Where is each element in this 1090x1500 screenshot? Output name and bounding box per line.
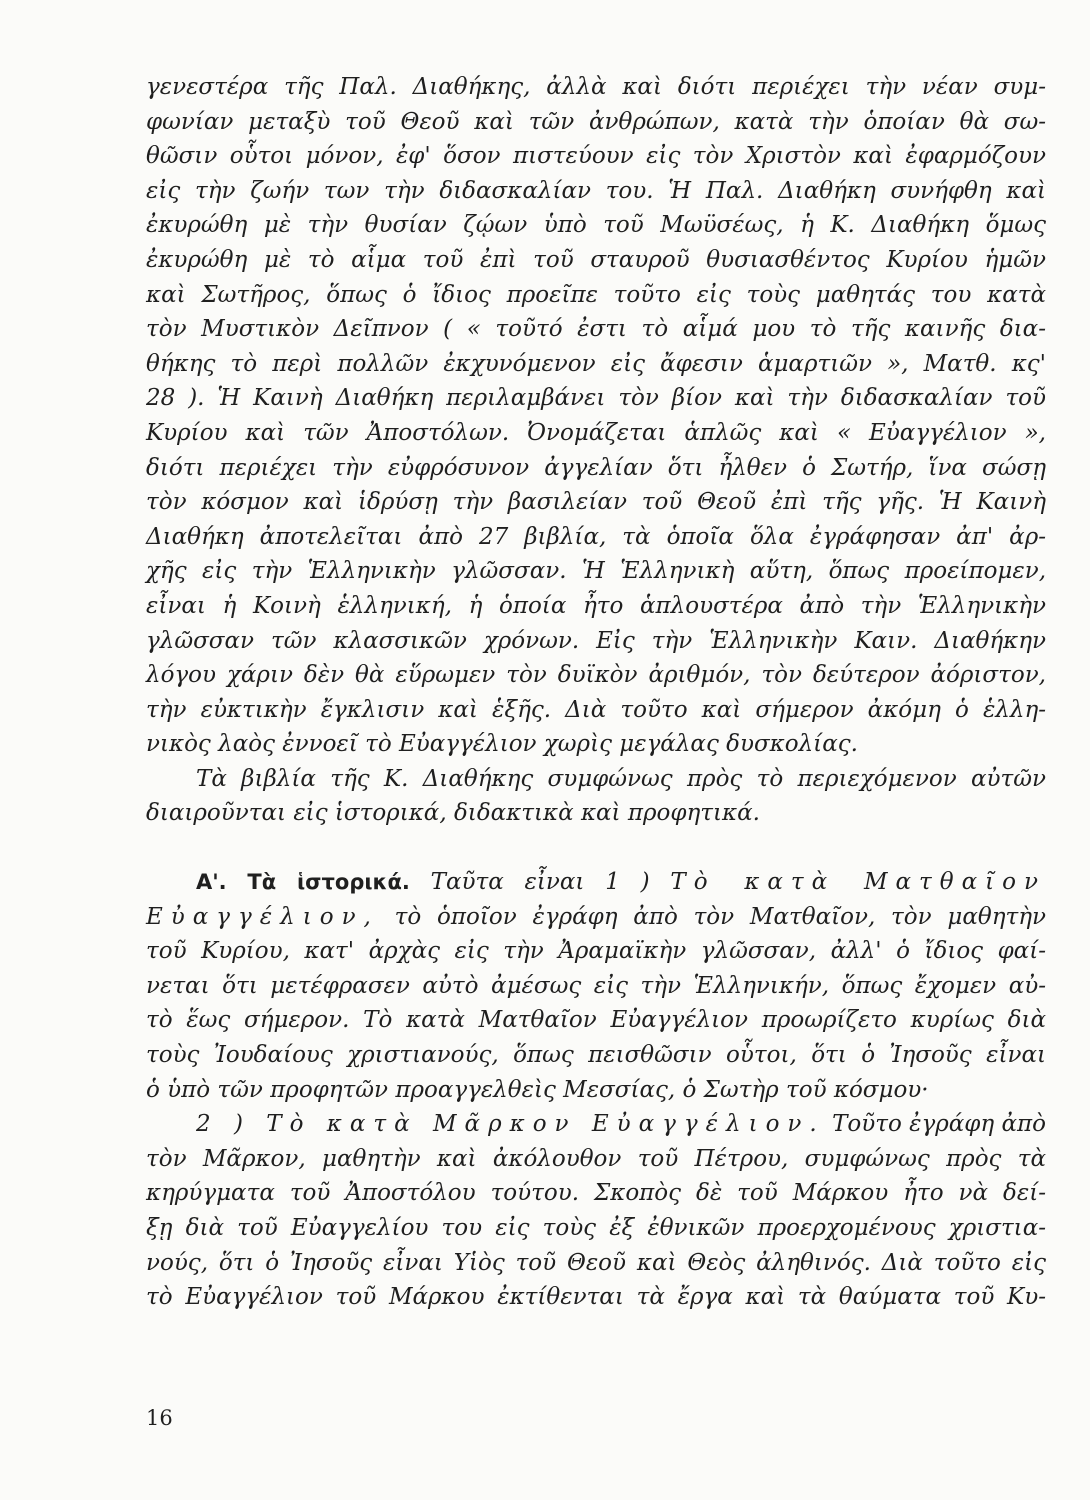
text-line: γενεστέρα τῆς Παλ. Διαθήκης, ἀλλὰ καὶ διότι περιέχει τὴν νέαν συμ- (146, 74, 1046, 100)
text-line: κηρύγματα τοῦ Ἀποστόλου τούτου. Σκοπὸς δὲ τοῦ Μάρκου ἦτο νὰ δεί- (146, 1180, 1046, 1207)
text-line: φωνίαν μεταξὺ τοῦ Θεοῦ καὶ τῶν ἀνθρώπων, κατὰ τὴν ὁποίαν θὰ σω- (146, 108, 1046, 135)
text-run: Τοῦτο ἐγράφη ἀπὸ (824, 1111, 1046, 1138)
spaced-title: Τὸ κατὰ Ματθαῖον (670, 869, 1046, 896)
text-line: Τὰ βιβλία τῆς Κ. Διαθήκης συμφώνως πρὸς τὸ περιεχόμενον αὐτῶν (196, 765, 1046, 792)
text-line: χῆς εἰς τὴν Ἑλληνικὴν γλῶσσαν. Ἡ Ἑλληνικὴ αὕτη, ὅπως προείπομεν, (146, 558, 1046, 585)
text-line: γλῶσσαν τῶν κλασσικῶν χρόνων. Εἰς τὴν Ἑλληνικὴν Καιν. Διαθήκην (146, 627, 1046, 654)
spaced-title: Εὐαγγέλιον, (146, 903, 379, 930)
text-line: τὸ Εὐαγγέλιον τοῦ Μάρκου ἐκτίθενται τὰ ἔργα καὶ τὰ θαύματα τοῦ Κυ- (146, 1284, 1046, 1311)
spaced-title: 2 ) Τὸ κατὰ Μᾶρκον Εὐαγγέλιον. (196, 1111, 825, 1138)
text-line: καὶ Σωτῆρος, ὅπως ὁ ἴδιος προεῖπε τοῦτο εἰς τοὺς μαθητάς του κατὰ (146, 281, 1046, 308)
text-line: τὸν Μᾶρκον, μαθητὴν καὶ ἀκόλουθον τοῦ Πέτρου, συμφώνως πρὸς τὰ (146, 1145, 1046, 1172)
text-line: τοῦ Κυρίου, κατ' ἀρχὰς εἰς τὴν Ἀραμαϊκὴν γλῶσσαν, ἀλλ' ὁ ἴδιος φαί- (146, 938, 1046, 965)
text-line: τὸν Μυστικὸν Δεῖπνον ( « τοῦτό ἐστι τὸ αἷμά μου τὸ τῆς καινῆς δια- (146, 316, 1046, 343)
text-run: τὸ ὁποῖον ἐγράφη ἀπὸ τὸν Ματθαῖον, τὸν μαθητὴν (378, 903, 1046, 930)
text-line: τὸ ἕως σήμερον. Τὸ κατὰ Ματθαῖον Εὐαγγέλιον προωρίζετο κυρίως διὰ (146, 1007, 1046, 1034)
text-line: τὸν κόσμον καὶ ἱδρύσῃ τὴν βασιλείαν τοῦ Θεοῦ ἐπὶ τῆς γῆς. Ἡ Καινὴ (146, 489, 1046, 516)
text-line (146, 900, 1046, 935)
text-line: θήκης τὸ περὶ πολλῶν ἐκχυνόμενον εἰς ἄφεσιν ἁμαρτιῶν », Ματθ. κς' (146, 350, 1046, 377)
text-line: θῶσιν οὗτοι μόνον, ἐφ' ὅσον πιστεύουν εἰς τὸν Χριστὸν καὶ ἐφαρμόζουν (146, 143, 1046, 170)
paragraph-mark-gospel (146, 1107, 1046, 1315)
text-line: λόγου χάριν δὲν θὰ εὕρωμεν τὸν δυϊκὸν ἀριθμόν, τὸν δεύτερον ἀόριστον, (146, 662, 1046, 689)
text-line: νικὸς λαὸς ἐννοεῖ τὸ Εὐαγγέλιον χωρὶς μεγάλας δυσκολίας. (146, 731, 858, 758)
section-gap (146, 831, 1046, 865)
text-line: εἶναι ἡ Κοινὴ ἑλληνική, ἡ ὁποία ἦτο ἁπλουστέρα ἀπὸ τὴν Ἑλληνικὴν (146, 592, 1046, 619)
text-line (146, 865, 1046, 900)
text-line: ξῃ διὰ τοῦ Εὐαγγελίου του εἰς τοὺς ἐξ ἐθνικῶν προερχομένους χριστια- (146, 1215, 1046, 1241)
text-line: ἐκυρώθη μὲ τὸ αἷμα τοῦ ἐπὶ τοῦ σταυροῦ θυσιασθέντος Κυρίου ἡμῶν (146, 246, 1046, 273)
text-line: τὴν εὐκτικὴν ἔγκλισιν καὶ ἑξῆς. Διὰ τοῦτο καὶ σήμερον ἀκόμη ὁ ἑλλη- (146, 696, 1046, 723)
text-line (146, 1107, 1046, 1142)
text-line: Διαθήκη ἀποτελεῖται ἀπὸ 27 βιβλία, τὰ ὁποῖα ὅλα ἐγράφησαν ἀπ' ἀρ- (146, 523, 1046, 550)
text-line: διαιροῦνται εἰς ἱστορικά, διδακτικὰ καὶ προφητικά. (146, 800, 760, 827)
text-line: Κυρίου καὶ τῶν Ἀποστόλων. Ὀνομάζεται ἁπλῶς καὶ « Εὐαγγέλιον », (146, 419, 1046, 446)
text-line: ὁ ὑπὸ τῶν προφητῶν προαγγελθεὶς Μεσσίας, ὁ Σωτὴρ τοῦ κόσμου· (146, 1076, 929, 1103)
text-line: εἰς τὴν ζωήν των τὴν διδασκαλίαν του. Ἡ Παλ. Διαθήκη συνήφθη καὶ (146, 177, 1046, 204)
page-number: 16 (146, 1406, 173, 1430)
text-line: ἐκυρώθη μὲ τὴν θυσίαν ζῴων ὑπὸ τοῦ Μωϋσέως, ἡ Κ. Διαθήκη ὅμως (146, 212, 1046, 239)
text-run: Ταῦτα εἶναι 1 ) (409, 869, 671, 896)
text-line: διότι περιέχει τὴν εὐφρόσυνον ἀγγελίαν ὅτι ἦλθεν ὁ Σωτήρ, ἵνα σώσῃ (146, 454, 1046, 481)
text-line: 28 ). Ἡ Καινὴ Διαθήκη περιλαμβάνει τὸν βίον καὶ τὴν διδασκαλίαν τοῦ (146, 385, 1046, 412)
section-historical-books (146, 865, 1046, 1107)
paragraph-books-division (146, 762, 1046, 831)
page-body (146, 70, 1046, 1315)
paragraph-testament (146, 70, 1046, 762)
text-line: τοὺς Ἰουδαίους χριστιανούς, ὅπως πεισθῶσιν οὗτοι, ὅτι ὁ Ἰησοῦς εἶναι (146, 1042, 1046, 1069)
section-heading: Α'. Τὰ ἱστορικά. (196, 870, 410, 895)
text-line: νούς, ὅτι ὁ Ἰησοῦς εἶναι Υἱὸς τοῦ Θεοῦ καὶ Θεὸς ἀληθινός. Διὰ τοῦτο εἰς (146, 1249, 1046, 1276)
text-line: νεται ὅτι μετέφρασεν αὐτὸ ἀμέσως εἰς τὴν Ἑλληνικήν, ὅπως ἔχομεν αὐ- (146, 972, 1046, 999)
